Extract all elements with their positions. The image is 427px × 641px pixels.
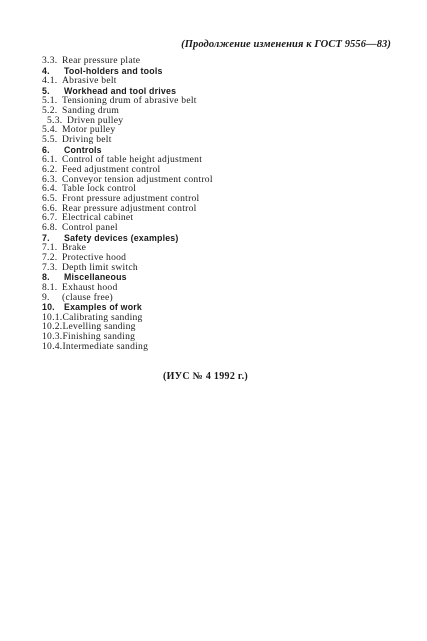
item-number: 9. bbox=[42, 291, 50, 303]
item-number: 10.4. bbox=[42, 340, 63, 352]
item-text: Tensioning drum of abrasive belt bbox=[62, 95, 197, 107]
item-number: 7.1. bbox=[42, 242, 58, 254]
item-text: Feed adjustment control bbox=[62, 164, 161, 175]
item-text: Intermediate sanding bbox=[62, 340, 149, 352]
item-text: Safety devices (examples) bbox=[64, 232, 179, 243]
page-header: (Продолжение изменения к ГОСТ 9556—83) bbox=[181, 39, 391, 50]
item-number: 6.7. bbox=[42, 212, 58, 224]
item-number: 5.1. bbox=[42, 95, 58, 107]
list-item bbox=[42, 342, 402, 352]
item-number: 6.5. bbox=[42, 193, 58, 205]
page-footer: (ИУС № 4 1992 г.) bbox=[163, 371, 249, 382]
item-number: 10.1. bbox=[42, 311, 63, 323]
item-text: (clause free) bbox=[62, 291, 113, 303]
item-number: 7.2. bbox=[42, 252, 58, 263]
item-text: Tool-holders and tools bbox=[64, 65, 163, 76]
item-text: Workhead and tool drives bbox=[64, 85, 177, 96]
item-number: 10. bbox=[42, 302, 55, 313]
item-number: 3.3. bbox=[42, 55, 58, 66]
item-text: Miscellaneous bbox=[64, 272, 127, 283]
item-text: Examples of work bbox=[64, 302, 142, 313]
item-number: 6. bbox=[42, 144, 50, 155]
item-text: Driving belt bbox=[62, 134, 112, 146]
item-text: Finishing sanding bbox=[62, 331, 136, 343]
item-number: 4.1. bbox=[42, 75, 58, 87]
item-text: Front pressure adjustment control bbox=[62, 193, 200, 205]
item-number: 6.6. bbox=[42, 202, 58, 214]
item-text: Table lock control bbox=[62, 183, 137, 195]
item-number: 6.3. bbox=[42, 173, 58, 185]
item-text: Conveyor tension adjustment control bbox=[62, 173, 213, 185]
item-text: Controls bbox=[64, 144, 102, 155]
item-number: 7.3. bbox=[42, 261, 58, 273]
item-text: Control of table height adjustment bbox=[62, 154, 203, 166]
item-number: 5.4. bbox=[42, 124, 58, 136]
section-heading bbox=[42, 233, 402, 244]
item-text: Driven pulley bbox=[67, 114, 124, 126]
item-text: Calibrating sanding bbox=[62, 311, 143, 323]
item-number: 5.2. bbox=[42, 105, 58, 117]
list-item bbox=[42, 263, 402, 273]
item-number: 10.3. bbox=[42, 331, 63, 343]
item-text: Abrasive belt bbox=[62, 75, 117, 87]
list-item bbox=[42, 76, 402, 86]
item-text: Exhaust hood bbox=[62, 281, 118, 293]
item-number: 6.2. bbox=[42, 164, 58, 175]
item-number: 5.3. bbox=[47, 114, 63, 126]
item-number: 5. bbox=[42, 85, 50, 96]
item-number: 6.1. bbox=[42, 154, 58, 166]
item-text: Rear pressure plate bbox=[62, 55, 141, 66]
list-item bbox=[42, 56, 402, 66]
item-text: Protective hood bbox=[62, 252, 127, 263]
item-text: Depth limit switch bbox=[62, 261, 138, 273]
item-number: 6.8. bbox=[42, 222, 58, 234]
list-item bbox=[42, 293, 402, 303]
item-number: 6.4. bbox=[42, 183, 58, 195]
item-number: 4. bbox=[42, 65, 50, 76]
item-text: Electrical cabinet bbox=[62, 212, 134, 224]
item-number: 5.5. bbox=[42, 134, 58, 146]
item-text: Brake bbox=[62, 242, 87, 254]
item-number: 7. bbox=[42, 232, 50, 243]
term-list bbox=[42, 56, 402, 352]
item-text: Control panel bbox=[62, 222, 118, 234]
item-number: 8.1. bbox=[42, 281, 58, 293]
item-number: 10.2. bbox=[42, 321, 63, 333]
item-number: 8. bbox=[42, 272, 50, 283]
list-item bbox=[42, 223, 402, 233]
item-text: Sanding drum bbox=[62, 105, 120, 117]
list-item bbox=[42, 135, 402, 145]
item-text: Levelling sanding bbox=[62, 321, 136, 333]
item-text: Rear pressure adjustment control bbox=[62, 202, 197, 214]
item-text: Motor pulley bbox=[62, 124, 116, 136]
